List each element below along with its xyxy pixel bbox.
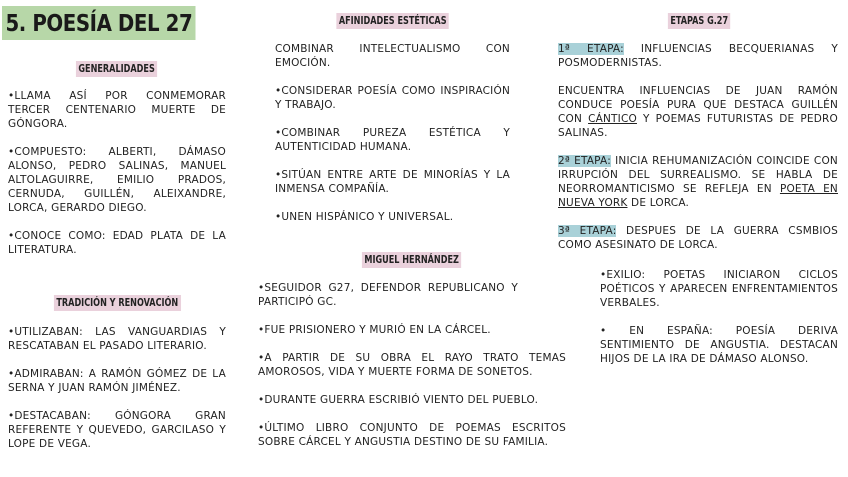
etapas-header: ETAPAS G.27 bbox=[668, 13, 731, 29]
generalidades-header-wrap bbox=[8, 57, 226, 77]
afin-item-5: •UNEN HISPÁNICO Y UNIVERSAL. bbox=[275, 211, 454, 223]
etapa-3 bbox=[558, 224, 838, 252]
gen-item-2: •COMPUESTO: ALBERTI, DÁMASO ALONSO, PEDRO SALINAS, MANUEL ALTOLAGUIRRE, EMILIO PRADOS, CERNUDA, GUILLÉN, ALEIXANDRE, LORCA, GERARDO DIEGO. bbox=[8, 146, 226, 214]
etapas-text bbox=[558, 42, 838, 252]
mh-item-5: •ÚLTIMO LIBRO CONJUNTO DE POEMAS ESCRITOS SOBRE CÁRCEL Y ANGUSTIA DESTINO DE SU FAMILIA. bbox=[258, 422, 566, 448]
gen-item-3: •CONOCE COMO: EDAD PLATA DE LA LITERATURA. bbox=[8, 230, 226, 256]
hernandez-header: MIGUEL HERNÁNDEZ bbox=[362, 252, 461, 268]
mh-item-2: •FUE PRISIONERO Y MURIÓ EN LA CÁRCEL. bbox=[258, 324, 491, 336]
hernandez-header-wrap bbox=[258, 248, 566, 268]
tradicion-header: TRADICIÓN Y RENOVACIÓN bbox=[54, 295, 181, 311]
etapa-2-text-a: INICIA REHUMANIZACIÓN COINCIDE CON IRRUPCIÓN DEL SURREALISMO. SE HABLA DE NEORROMANTICISMO SE REFLEJA EN bbox=[558, 155, 838, 195]
etapa-3-label: 3ª ETAPA: bbox=[558, 225, 617, 237]
poeta-nueva-york-title: POETA EN NUEVA YORK bbox=[558, 183, 838, 209]
afin-item-3: •COMBINAR PUREZA ESTÉTICA Y AUTENTICIDAD HUMANA. bbox=[275, 127, 510, 153]
espana-item: • EN ESPAÑA: POESÍA DERIVA SENTIMIENTO DE ANGUSTIA. DESTACAN HIJOS DE LA IRA DE DÁMASO ALONSO. bbox=[600, 325, 838, 365]
exilio-item: •EXILIO: POETAS INICIARON CICLOS POÉTICOS Y APARECEN ENFRENTAMIENTOS VERBALES. bbox=[600, 269, 838, 309]
mh-item-3: •A PARTIR DE SU OBRA EL RAYO TRATO TEMAS AMOROSOS, VIDA Y MUERTE FORMA DE SONETOS. bbox=[258, 352, 566, 378]
etapa-1-detail-b: Y POEMAS FUTURISTAS DE PEDRO SALINAS. bbox=[558, 113, 838, 139]
afin-item-4: •SITÚAN ENTRE ARTE DE MINORÍAS Y LA INMENSA COMPAÑÍA. bbox=[275, 169, 510, 195]
page-title: 5. POESÍA DEL 27 bbox=[2, 6, 196, 40]
afinidades-header: AFINIDADES ESTÉTICAS bbox=[336, 13, 449, 29]
generalidades-text bbox=[8, 89, 226, 257]
tradicion-text bbox=[8, 325, 226, 451]
afin-item-1: COMBINAR INTELECTUALISMO CON EMOCIÓN. bbox=[275, 43, 510, 69]
etapa-2-label: 2ª ETAPA: bbox=[558, 155, 611, 167]
cantico-title: CÁNTICO bbox=[588, 113, 637, 125]
trad-item-3: •DESTACABAN: GÓNGORA GRAN REFERENTE Y QUEVEDO, GARCILASO Y LOPE DE VEGA. bbox=[8, 410, 226, 450]
etapa-1-detail bbox=[558, 84, 838, 140]
etapa-3-subitems bbox=[600, 268, 838, 366]
etapa-2-text-b: DE LORCA. bbox=[627, 197, 690, 209]
afin-item-2: •CONSIDERAR POESÍA COMO INSPIRACIÓN Y TRABAJO. bbox=[275, 85, 510, 111]
tradicion-header-wrap bbox=[8, 291, 226, 311]
trad-item-1: •UTILIZABAN: LAS VANGUARDIAS Y RESCATABAN EL PASADO LITERARIO. bbox=[8, 326, 226, 352]
etapa-3-text: DESPUES DE LA GUERRA CSMBIOS COMO ASESINATO DE LORCA. bbox=[558, 225, 838, 251]
etapa-1-text: INFLUENCIAS BECQUERIANAS Y POSMODERNISTAS. bbox=[558, 43, 838, 69]
etapas-header-wrap bbox=[558, 9, 840, 29]
afinidades-header-wrap bbox=[275, 9, 510, 29]
mh-item-1: •SEGUIDOR G27, DEFENDOR REPUBLICANO Y PARTICIPÓ GC. bbox=[258, 282, 518, 308]
etapa-1 bbox=[558, 42, 838, 70]
etapa-1-detail-a: ENCUENTRA INFLUENCIAS DE JUAN RAMÓN CONDUCE POESÍA PURA QUE DESTACA GUILLÉN CON bbox=[558, 85, 838, 125]
etapa-1-label: 1ª ETAPA: bbox=[558, 43, 624, 55]
etapa-2 bbox=[558, 154, 838, 210]
mh-item-4: •DURANTE GUERRA ESCRIBIÓ VIENTO DEL PUEBLO. bbox=[258, 394, 539, 406]
afinidades-text bbox=[275, 42, 510, 224]
generalidades-header: GENERALIDADES bbox=[76, 61, 157, 77]
gen-item-1: •LLAMA ASÍ POR CONMEMORAR TERCER CENTENARIO MUERTE DE GÓNGORA. bbox=[8, 90, 226, 130]
hernandez-text bbox=[258, 281, 566, 449]
trad-item-2: •ADMIRABAN: A RAMÓN GÓMEZ DE LA SERNA Y JUAN RAMÓN JIMÉNEZ. bbox=[8, 368, 226, 394]
